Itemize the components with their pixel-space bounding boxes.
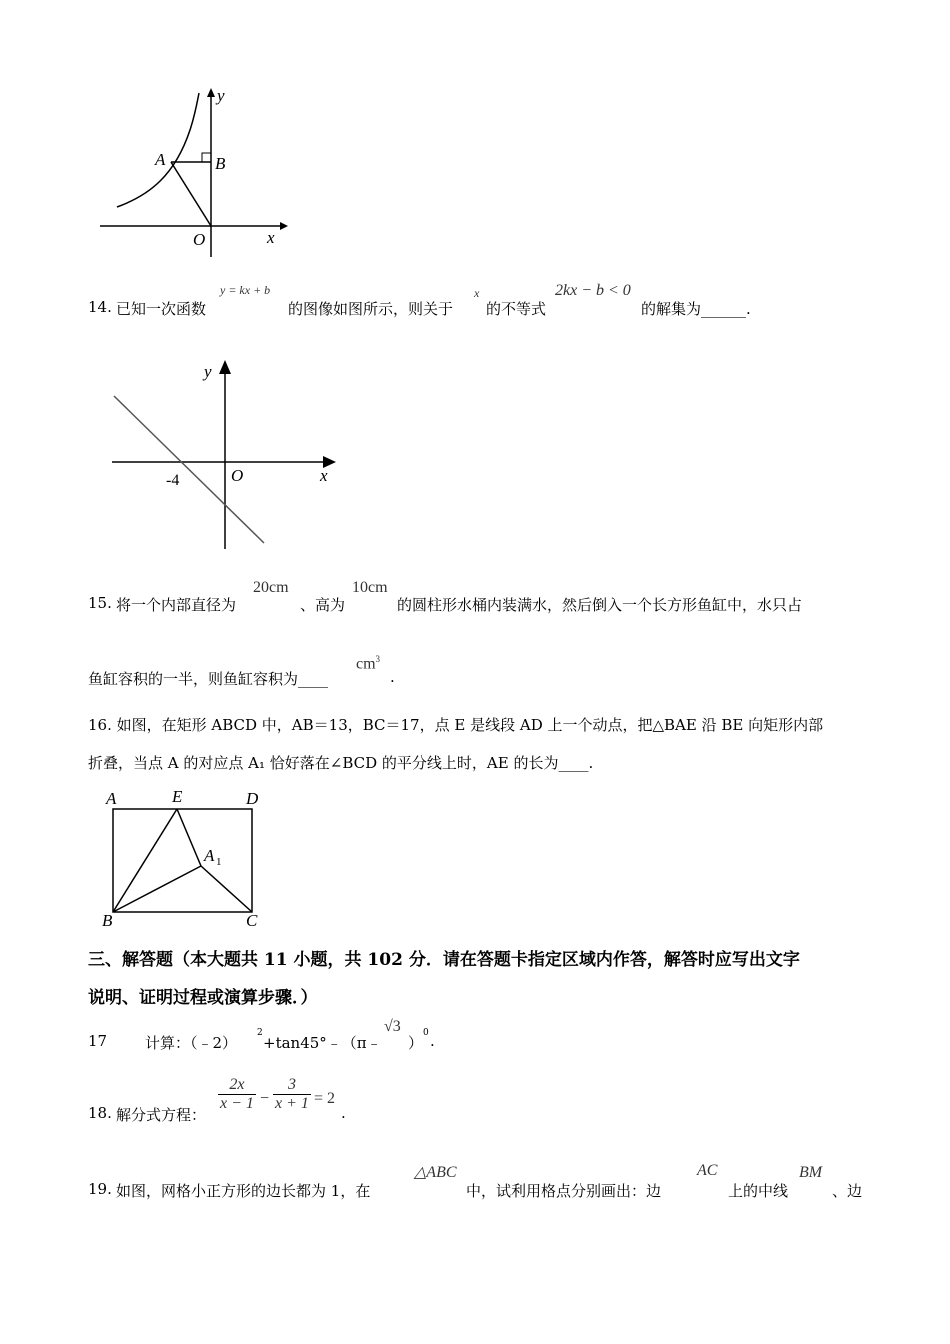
q15-formula-1: 20cm [253, 579, 289, 596]
q14-formula-2: x [474, 286, 480, 300]
segment-EA1 [177, 809, 201, 866]
q17-sqrt: √3 [384, 1018, 401, 1035]
segment-BE [113, 809, 177, 912]
q14-formula-3: 2kx − b < 0 [555, 282, 631, 299]
question-14 [88, 280, 868, 325]
question-16-line-1: 16. 如图，在矩形 ABCD 中，AB＝13，BC＝17，点 E 是线段 AD 上一个动点，把△BAE 沿 BE 向矩形内部 [88, 716, 824, 734]
y-axis-arrow [219, 360, 231, 374]
figure-linear-function [108, 355, 348, 555]
label-y: y [204, 362, 212, 381]
label-C: C [246, 911, 258, 930]
label-E: E [172, 787, 183, 806]
q18-frac1-den: x − 1 [220, 1095, 254, 1112]
rectangle-ABCD [113, 809, 252, 912]
q18-rhs: = 2 [314, 1090, 336, 1107]
label-x: x [267, 228, 275, 247]
x-axis-arrow [280, 222, 288, 230]
label-A1-sub: 1 [216, 856, 222, 868]
q15-text-3: 的圆柱形水桶内装满水，然后倒入一个长方形鱼缸中，水只占 [397, 596, 803, 614]
q18-fraction-2 [273, 1076, 311, 1113]
question-17 [88, 1018, 488, 1058]
q15-unit [356, 654, 380, 673]
figure-rectangle-fold [100, 785, 275, 930]
q15-number: 15. [88, 594, 112, 612]
q18-text-1: 解分式方程： [116, 1106, 207, 1124]
label-A1: A [204, 846, 215, 865]
q19-number: 19. [88, 1180, 112, 1198]
q14-number: 14. [88, 298, 112, 316]
q19-text-1: 如图，网格小正方形的边长都为 1，在 [116, 1182, 371, 1200]
question-16-line-2: 折叠，当点 A 的对应点 A₁ 恰好落在∠BCD 的平分线上时，AE 的长为____. [88, 754, 594, 772]
q15-text-2: 、高为 [300, 596, 346, 614]
q14-formula-1: y = kx + b [220, 283, 271, 297]
q17-number: 17 [88, 1032, 108, 1050]
label-O: O [231, 466, 244, 485]
question-19 [88, 1160, 868, 1205]
y-axis-arrow [207, 88, 215, 97]
segment-AO [171, 162, 211, 226]
q15-unit-base: cm [356, 655, 376, 673]
question-15 [88, 578, 868, 688]
q19-formula-3: BM [799, 1164, 823, 1181]
label-B: B [215, 154, 226, 173]
q18-frac1-num: 2x [218, 1076, 256, 1095]
q18-end: . [341, 1104, 346, 1122]
label-D: D [246, 789, 259, 808]
label-A: A [155, 150, 166, 169]
q18-frac2-num: 3 [273, 1076, 311, 1095]
section-3-heading-line-1: 三、解答题（本大题共 11 小题，共 102 分．请在答题卡指定区域内作答，解答时应写出文字 [88, 950, 800, 970]
figure-inverse-function [95, 85, 295, 260]
q15-unit-sup: 3 [375, 654, 381, 664]
question-18 [88, 1074, 488, 1134]
q18-fraction-1 [218, 1076, 256, 1113]
q19-text-2: 中，试利用格点分别画出：边 [466, 1182, 662, 1200]
q14-text-2: 的图像如图所示，则关于 [288, 300, 454, 318]
q19-formula-1: △ABC [414, 1164, 457, 1181]
q18-frac2-den: x + 1 [275, 1095, 309, 1112]
q14-text-1: 已知一次函数 [116, 300, 207, 318]
q14-text-3: 的不等式 [486, 300, 547, 318]
q19-text-4: 、边 [832, 1182, 863, 1200]
label-A: A [106, 789, 117, 808]
q17-text-2: +tan45°﹣（π﹣ [263, 1034, 382, 1052]
segment-A1C [201, 866, 252, 912]
label-neg4: -4 [166, 472, 180, 489]
label-B: B [102, 911, 113, 930]
q15-text-5: . [390, 668, 395, 686]
q15-text-1: 将一个内部直径为 [116, 596, 237, 614]
q18-number: 18. [88, 1104, 112, 1122]
label-x: x [320, 466, 328, 485]
section-3-heading-line-2: 说明、证明过程或演算步骤．） [88, 988, 318, 1008]
q17-text-1: 计算：（﹣2） [145, 1034, 238, 1052]
label-O: O [193, 230, 206, 249]
q19-formula-2: AC [697, 1162, 718, 1179]
q14-text-4: 的解集为______. [641, 300, 751, 318]
label-y: y [217, 86, 225, 105]
q17-sup-2: 0 [423, 1028, 429, 1038]
segment-BA1 [113, 866, 201, 912]
q19-text-3: 上的中线 [728, 1182, 789, 1200]
right-angle-mark [202, 153, 211, 162]
q15-text-4: 鱼缸容积的一半，则鱼缸容积为____ [88, 670, 329, 688]
q17-sup-1: 2 [257, 1028, 263, 1038]
q17-text-4: . [430, 1032, 435, 1050]
q18-minus: − [260, 1090, 270, 1107]
q17-text-3: ） [408, 1034, 424, 1052]
q15-formula-2: 10cm [352, 579, 388, 596]
